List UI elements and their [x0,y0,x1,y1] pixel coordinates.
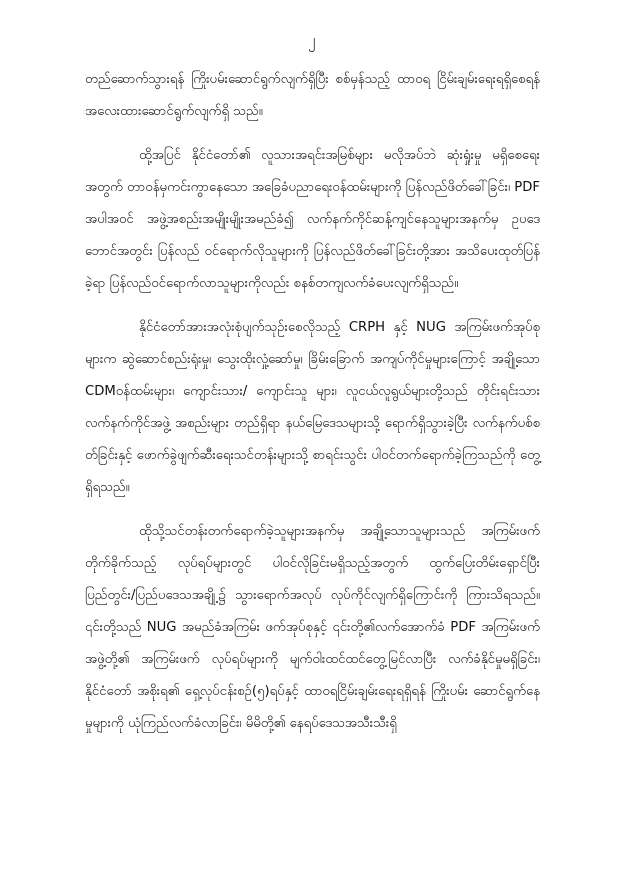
paragraph-2: ထို့အပြင် နိုင်ငံတော်၏ လူသားအရင်းအမြစ်များ မလိုအပ်ဘဲ ဆုံးရှုံးမှု မရှိစေရေးအတွက် တာဝန်မှကင်းကွာနေသော အခြေခံပညာရေးဝန်ထမ်းများကို ပြန်လည်ဖိတ်ခေါ်ခြင်း၊ PDF အပါအဝင် အဖွဲ့အစည်းအမျိုးမျိုးအမည်ခံ၍ လက်နက်ကိုင်ဆန့်ကျင်နေသူများအနက်မှ ဥပဒေဘောင်အတွင်း ပြန်လည် ဝင်ရောက်လိုသူများကို ပြန်လည်ဖိတ်ခေါ်ခြင်းတို့အား အသိပေးထုတ်ပြန်ခဲ့ရာ ပြန်လည်ဝင်ရောက်လာသူများကိုလည်း စနစ်တကျလက်ခံပေးလျက်ရှိသည်။ [85,148,540,291]
paragraph-1: တည်ဆောက်သွားရန် ကြိုးပမ်းဆောင်ရွက်လျက်ရှိပြီး စစ်မှန်သည့် ထာဝရ ငြိမ်းချမ်းရေးရရှိစေရန် အလေးထားဆောင်ရွက်လျက်ရှိ သည်။ [85,72,540,119]
paragraph-3: နိုင်ငံတော်အားအလုံးစုံပျက်သုဉ်းစေလိုသည့် CRPH နှင့် NUG အကြမ်းဖက်အုပ်စုများက ဆွဲဆောင်စည်းရုံးမှု၊ သွေးထိုးလှုံ့ဆော်မှု၊ ခြိမ်းခြောက် အကျပ်ကိုင်မှုများကြောင့် အချို့သော CDMဝန်ထမ်းများ၊ ကျောင်းသား/ ကျောင်းသူ များ၊ လူငယ်လူရွယ်များတို့သည် တိုင်းရင်းသား လက်နက်ကိုင်အဖွဲ့ အစည်းများ တည်ရှိရာ နယ်မြေဒေသများသို့ ရောက်ရှိသွားခဲ့ပြီး လက်နက်ပစ်စတ်ခြင်းနှင့် ဖောက်ခွဲဖျက်ဆီးရေးသင်တန်းများသို့ စာရင်းသွင်း ပါဝင်တက်ရောက်ခဲ့ကြသည်ကို တွေ့ရှိရသည်။ [85,320,540,495]
paragraph-4: ထိုသို့သင်တန်းတက်ရောက်ခဲ့သူများအနက်မှ အချို့သောသူများသည် အကြမ်းဖက် တိုက်ခိုက်သည့် လုပ်ရပ်များတွင် ပါဝင်လိုခြင်းမရှိသည့်အတွက် ထွက်ပြေးတိမ်းရှောင်ပြီး ပြည်တွင်း/ပြည်ပဒေသအချို့၌ သွားရောက်အလုပ် လုပ်ကိုင်လျက်ရှိကြောင်းကို ကြားသိရသည်။ ၎င်းတို့သည် NUG အမည်ခံအကြမ်း ဖက်အုပ်စုနှင့် ၎င်းတို့၏လက်အောက်ခံ PDF အကြမ်းဖက်အဖွဲ့တို့၏ အကြမ်းဖက် လုပ်ရပ်များကို မျက်ဝါးထင်ထင်တွေ့မြင်လာပြီး လက်ခံနိုင်မှုမရှိခြင်း၊ နိုင်ငံတော် အစိုးရ၏ ရှေ့လုပ်ငန်းစဉ်(၅)ရပ်နှင့် ထာဝရငြိမ်းချမ်းရေးရရှိရန် ကြိုးပမ်း ဆောင်ရွက်နေမှုများကို ယုံကြည်လက်ခံလာခြင်း၊ မိမိတို့၏ နေရပ်ဒေသအသီးသီးရှိ [85,524,540,731]
page-number: ၂ [307,31,316,49]
document-body [85,64,540,752]
